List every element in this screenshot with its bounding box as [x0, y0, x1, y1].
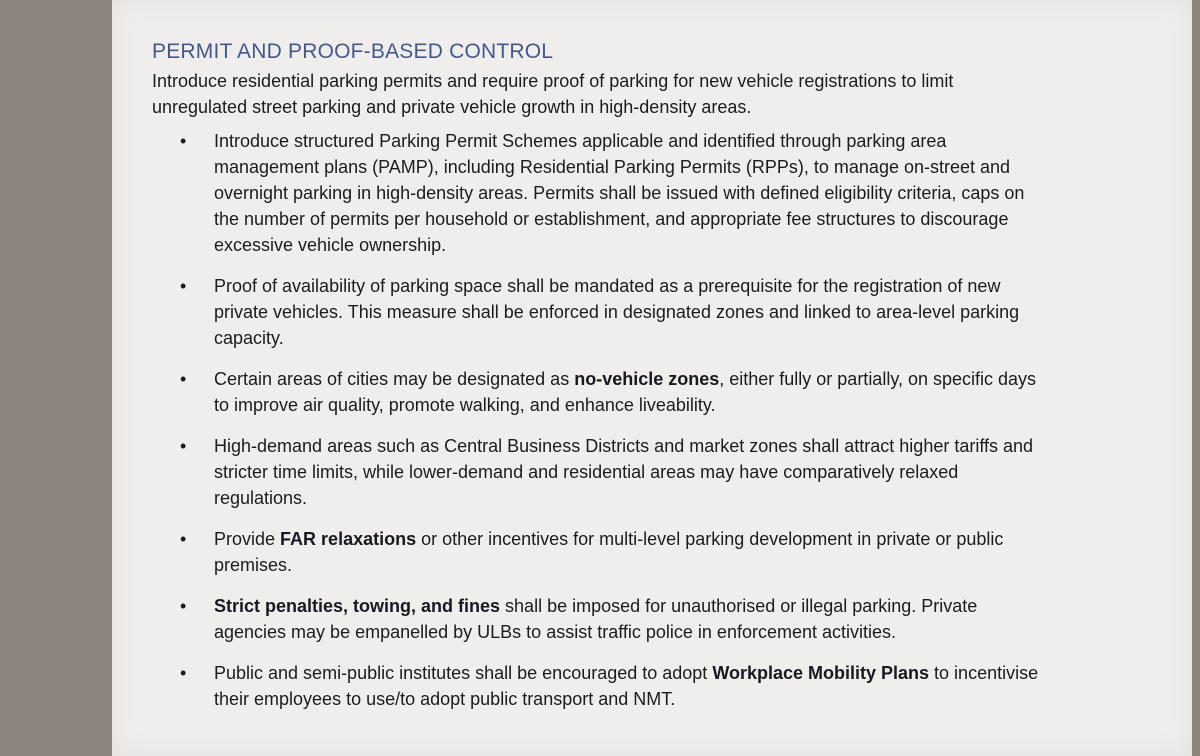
- bullet-text: Proof of availability of parking space shall be mandated as a prerequisite for the registration of new private vehicles. This measure shall be enforced in designated zones and linked to area-level parking capacity.: [214, 276, 1020, 348]
- list-item: [152, 128, 1054, 258]
- bullet-bold-text: no-vehicle zones: [574, 369, 720, 389]
- bullet-text: Public and semi-public institutes shall be encouraged to adopt: [214, 663, 713, 683]
- bullet-text: Introduce structured Parking Permit Schemes applicable and identified through parking area management plans (PAMP), including Residential Parking Permits (RPPs), to manage on-street and overnight parking in high-density areas. Permits shall be issued with defined eligibility criteria, caps on the number of permits per household or establishment, and appropriate fee structures to discourage excessive vehicle ownership.: [214, 131, 1025, 255]
- bullet-bold-text: FAR relaxations: [280, 529, 417, 549]
- bullet-text-after: to incentivise their employees to use/to adopt public transport and NMT.: [214, 663, 1039, 709]
- bullet-icon: •: [180, 436, 187, 456]
- bullet-icon: •: [180, 131, 187, 151]
- bullet-list: [152, 128, 1152, 712]
- list-item: [152, 593, 1054, 645]
- bullet-text-after: or other incentives for multi-level parking development in private or public premises.: [214, 529, 1004, 575]
- bullet-text-after: , either fully or partially, on specific days to improve air quality, promote walking, and enhance liveability.: [214, 369, 1037, 415]
- bullet-text: Certain areas of cities may be designated as: [214, 369, 575, 389]
- bullet-bold-text: Workplace Mobility Plans: [712, 663, 930, 683]
- bullet-bold-text: Strict penalties, towing, and fines: [214, 596, 501, 616]
- bullet-icon: •: [180, 369, 187, 389]
- section-heading: PERMIT AND PROOF-BASED CONTROL: [152, 40, 554, 63]
- bullet-icon: •: [180, 663, 187, 683]
- bullet-icon: •: [180, 276, 187, 296]
- section-intro: Introduce residential parking permits and require proof of parking for new vehicle registrations to limit unregulated street parking and private vehicle growth in high-density areas.: [152, 71, 954, 117]
- document-page: [112, 0, 1192, 756]
- list-item: [152, 660, 1054, 712]
- list-item: [152, 366, 1054, 418]
- bullet-icon: •: [180, 529, 187, 549]
- bullet-text-after: shall be imposed for unauthorised or illegal parking. Private agencies may be empanelled by ULBs to assist traffic police in enforcement activities.: [214, 596, 978, 642]
- bullet-text: Provide: [214, 529, 281, 549]
- bullet-icon: •: [180, 596, 187, 616]
- list-item: [152, 526, 1054, 578]
- list-item: [152, 273, 1054, 351]
- document-content: [152, 38, 1152, 727]
- list-item: [152, 433, 1054, 511]
- bullet-text: High-demand areas such as Central Business Districts and market zones shall attract higher tariffs and stricter time limits, while lower-demand and residential areas may have comparatively relaxed regulations.: [214, 436, 1034, 508]
